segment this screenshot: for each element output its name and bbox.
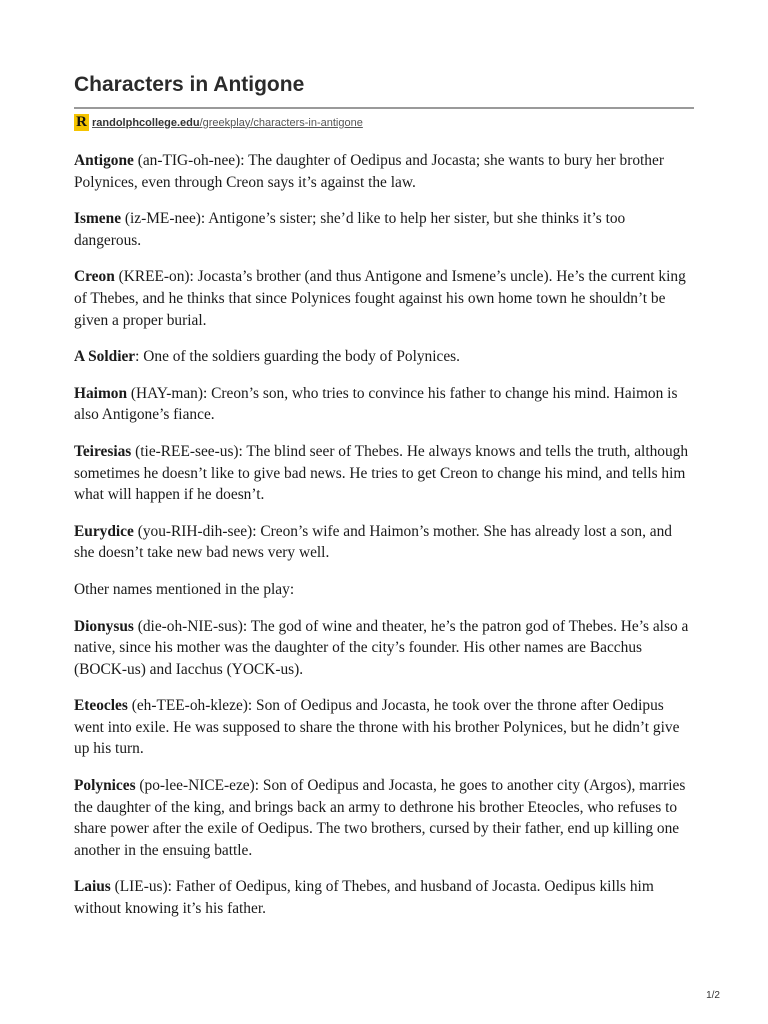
document-page xyxy=(74,72,694,935)
source-link[interactable] xyxy=(92,117,363,129)
character-entry xyxy=(74,150,694,193)
character-description: (an-TIG-oh-nee): The daughter of Oedipus and Jocasta; she wants to bury her brother Polynices, even through Creon says it’s against the law. xyxy=(74,152,664,191)
character-list xyxy=(74,150,694,920)
character-description: : One of the soldiers guarding the body of Polynices. xyxy=(135,348,461,366)
character-entry xyxy=(74,876,694,919)
character-description: (die-oh-NIE-sus): The god of wine and theater, he’s the patron god of Thebes. He’s also a native, since his mother was the daughter of the city’s founder. His other names are Bacchus (BOCK-us) and Iacchus (YOCK-us). xyxy=(74,617,689,678)
character-description: (KREE-on): Jocasta’s brother (and thus Antigone and Ismene’s uncle). He’s the current king of Thebes, and he thinks that since Polynices fought against his own home town he shouldn’t be given a proper burial. xyxy=(74,268,686,329)
character-name: Haimon xyxy=(74,384,128,402)
character-entry xyxy=(74,616,694,681)
character-entry xyxy=(74,383,694,426)
character-name: A Soldier xyxy=(74,348,136,366)
character-entry xyxy=(74,521,694,564)
character-name: Laius xyxy=(74,878,111,896)
character-description: Other names mentioned in the play: xyxy=(74,580,295,598)
character-description: (HAY-man): Creon’s son, who tries to convince his father to change his mind. Haimon is also Antigone’s fiance. xyxy=(74,384,678,424)
randolph-logo-icon: R xyxy=(74,114,89,131)
title-divider xyxy=(74,107,694,109)
character-entry xyxy=(74,695,694,760)
source-domain: randolphcollege.edu xyxy=(92,116,200,129)
character-description: (po-lee-NICE-eze): Son of Oedipus and Jocasta, he goes to another city (Argos), marries the daughter of the king, and brings back an army to dethrone his brother Eteocles, who refuses to share power after the exile of Oedipus. The two brothers, cursed by their father, end up killing one another in the ensuing battle. xyxy=(74,777,686,859)
character-name: Eteocles xyxy=(74,697,128,715)
character-entry xyxy=(74,441,694,506)
character-entry xyxy=(74,775,694,861)
character-name: Eurydice xyxy=(74,522,134,540)
source-path: /greekplay/characters-in-antigone xyxy=(199,116,363,129)
source-line xyxy=(74,114,694,131)
page-title: Characters in Antigone xyxy=(74,73,305,96)
character-entry xyxy=(74,266,694,331)
character-name: Polynices xyxy=(74,777,136,795)
character-name: Antigone xyxy=(74,152,134,169)
character-name: Dionysus xyxy=(74,617,134,635)
character-name: Ismene xyxy=(74,210,122,228)
character-description: (you-RIH-dih-see): Creon’s wife and Haimon’s mother. She has already lost a son, and she doesn’t take new bad news very well. xyxy=(74,522,672,562)
character-description: (LIE-us): Father of Oedipus, king of Thebes, and husband of Jocasta. Oedipus kills him without knowing it’s his father. xyxy=(74,878,654,918)
character-name: Creon xyxy=(74,268,115,286)
character-description: (tie-REE-see-us): The blind seer of Thebes. He always knows and tells the truth, although sometimes he doesn’t like to give bad news. He tries to get Creon to change his mind, and tells him what will happen if he doesn’t. xyxy=(74,442,689,504)
character-description: (iz-ME-nee): Antigone’s sister; she’d like to help her sister, but she thinks it’s too dangerous. xyxy=(74,210,626,249)
character-entry xyxy=(74,579,694,601)
page-number: 1/2 xyxy=(706,990,720,1001)
character-entry xyxy=(74,346,694,368)
character-entry xyxy=(74,208,694,251)
character-name: Teiresias xyxy=(74,442,132,460)
character-description: (eh-TEE-oh-kleze): Son of Oedipus and Jocasta, he took over the throne after Oedipus went into exile. He was supposed to share the throne with his brother Polynices, but he didn’t give up his turn. xyxy=(74,697,680,758)
